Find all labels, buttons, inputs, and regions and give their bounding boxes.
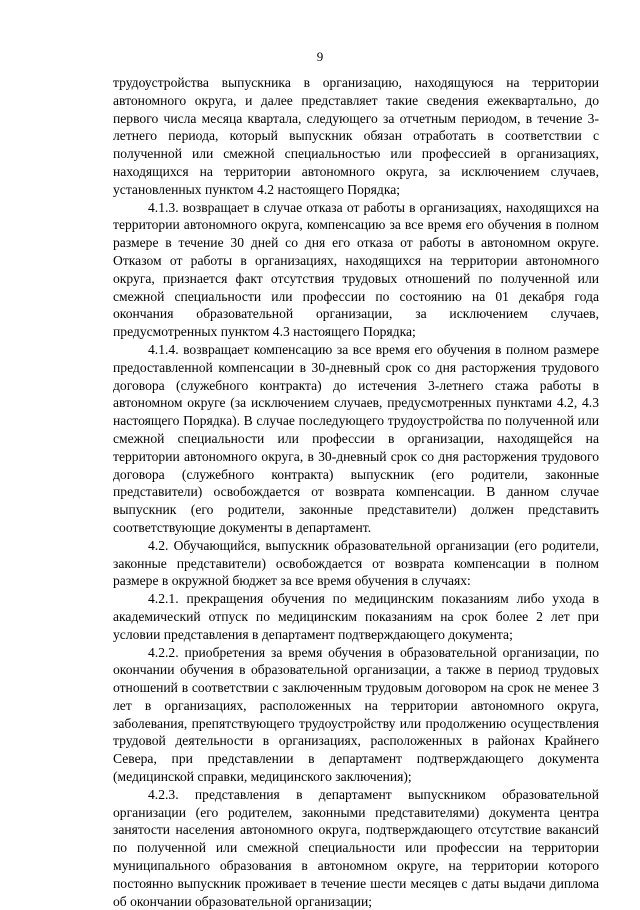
paragraph-4-2-3: 4.2.3. представления в департамент выпускником образовательной организации (его родителем, законными представителями) документа центра занятости населения автономного округа, подтверждающего отсутствие вакансий по полученной или смежной специальности или профессии на территории муниципального образования в автономном округе, на территории которого постоянно выпускник проживает в течение шести месяцев с даты выдачи диплома об окончании образовательной организации; (113, 786, 599, 909)
paragraph-4-2: 4.2. Обучающийся, выпускник образовательной организации (его родители, законные представители) освобождается от возврата компенсации в полном размере в окружной бюджет за все время обучения в случаях: (113, 537, 599, 589)
paragraph-4-2-2: 4.2.2. приобретения за время обучения в образовательной организации, по окончании обучения в образовательной организации, а также в период трудовых отношений в соответствии с заключенным трудовым договором на срок не менее 3 лет в организациях, расположенных на территории автономного округа, заболевания, препятствующего трудоустройству или продолжению осуществления трудовой деятельности в организациях, расположенных в районах Крайнего Севера, при представлении в департамент подтверждающего документа (медицинской справки, медицинского заключения); (113, 644, 599, 785)
paragraph-4-1-4: 4.1.4. возвращает компенсацию за все время его обучения в полном размере предоставленной компенсации в 30-дневный срок со дня расторжения трудового договора (служебного контракта) до истечения 3-летнего стажа работы в автономном округе (за исключением случаев, предусмотренных пунктами 4.2, 4.3 настоящего Порядка). В случае последующего трудоустройства по полученной или смежной специальности или профессии в организации, находящейся на территории автономного округа, в 30-дневный срок со дня расторжения трудового договора (служебного контракта) выпускник (его родители, законные представители) освобождается от возврата компенсации. В данном случае выпускник (его родители, законные представители) должен представить соответствующие документы в департамент. (113, 341, 599, 535)
page-number: 9 (316, 49, 324, 64)
paragraph-4-2-1: 4.2.1. прекращения обучения по медицинским показаниям либо ухода в академический отпуск по медицинским показаниям на срок более 2 лет при условии представления в департамент подтверждающего документа; (113, 591, 599, 642)
paragraph-4-1-3: 4.1.3. возвращает в случае отказа от работы в организациях, находящихся на территории автономного округа, компенсацию за все время его обучения в полном размере в течение 30 дней со дня его отказа от работы в автономном округе. Отказом от работы в организациях, находящихся на территории автономного округа, признается факт отсутствия трудовых отношений по полученной или смежной специальности или профессии по состоянию на 01 декабря года окончания образовательной организации, за исключением случаев, предусмотренных пунктом 4.3 настоящего Порядка; (113, 199, 599, 340)
document-body (113, 74, 599, 910)
paragraph-continuation: трудоустройства выпускника в организацию, находящуюся на территории автономного округа, и далее представляет такие сведения ежеквартально, до первого числа месяца квартала, следующего за отчетным периодом, в течение 3-летнего периода, который выпускник обязан отработать в соответствии с полученной или смежной специальностью или профессией в организациях, находящихся на территории автономного округа, за исключением случаев, установленных пунктом 4.2 настоящего Порядка; (113, 75, 599, 197)
